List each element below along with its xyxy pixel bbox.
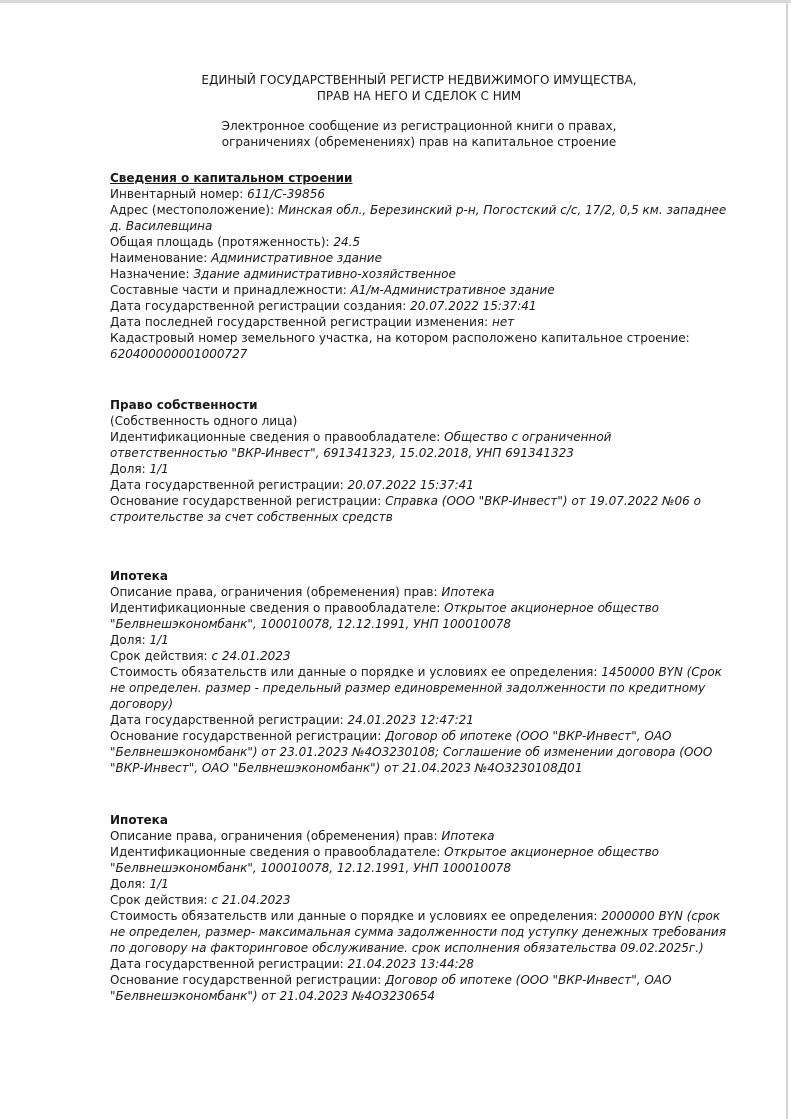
field-value: Договор об ипотеке (ООО "ВКР-Инвест", ОАО "Белвнешэкономбанк") от 21.04.2023 №4О3230654: [110, 973, 672, 1003]
field-label: Основание государственной регистрации:: [110, 973, 382, 987]
field-value: Ипотека: [441, 585, 495, 599]
section-heading: Сведения о капитальном строении: [110, 171, 353, 185]
field-value: Справка (ООО "ВКР-Инвест") от 19.07.2022 №06 о строительстве за счет собственных средств: [110, 494, 701, 524]
field-label: Доля:: [110, 633, 146, 647]
section-heading: Ипотека: [110, 569, 168, 583]
field-name: [110, 250, 728, 266]
field-cadastral-number: [110, 330, 728, 362]
field-label: Наименование:: [110, 251, 208, 265]
field-label: Срок действия:: [110, 649, 208, 663]
page-top-border: [0, 0, 791, 3]
field-label: Дата государственной регистрации создания:: [110, 299, 407, 313]
field-registration-basis: [110, 972, 728, 1004]
field-label: Описание права, ограничения (обременения) прав:: [110, 585, 438, 599]
section-heading: Право собственности: [110, 398, 258, 412]
document-subtitle-line-2: ограничениях (обременениях) прав на капитальное строение: [221, 135, 617, 149]
field-label: Дата государственной регистрации:: [110, 713, 344, 727]
field-label: Стоимость обязательств или данные о порядке и условиях ее определения:: [110, 909, 598, 923]
document-content: [110, 72, 728, 1004]
field-value: 611/С-39856: [247, 187, 325, 201]
field-label: Кадастровый номер земельного участка, на котором расположено капитальное строение:: [110, 331, 690, 345]
field-share: [110, 876, 728, 892]
field-value: Открытое акционерное общество "Белвнешэкономбанк", 100010078, 12.12.1991, УНП 100010078: [110, 601, 660, 631]
field-label: Идентификационные сведения о правообладателе:: [110, 845, 441, 859]
field-value: 620400000001000727: [110, 347, 248, 361]
document-title-line-2: ПРАВ НА НЕГО И СДЕЛОК С НИМ: [316, 89, 522, 103]
field-share: [110, 632, 728, 648]
field-value: Ипотека: [441, 829, 495, 843]
field-label: Дата последней государственной регистрации изменения:: [110, 315, 489, 329]
field-registration-date: [110, 712, 728, 728]
field-value: 20.07.2022 15:37:41: [410, 299, 537, 313]
section-heading: Ипотека: [110, 813, 168, 827]
field-components: [110, 282, 728, 298]
field-share: [110, 461, 728, 477]
field-value: Здание административно-хозяйственное: [193, 267, 456, 281]
field-label: Общая площадь (протяженность):: [110, 235, 330, 249]
field-label: Описание права, ограничения (обременения) прав:: [110, 829, 438, 843]
field-value: 1450000 BYN (Срок не определен. размер - предельный размер единовременной задолженности по кредитному договору): [110, 665, 722, 711]
field-registration-basis: [110, 728, 728, 776]
field-label: Адрес (местоположение):: [110, 203, 275, 217]
field-label: Основание государственной регистрации:: [110, 494, 382, 508]
field-address: [110, 202, 728, 234]
section-mortgage-1: [110, 568, 728, 776]
field-value: 24.01.2023 12:47:21: [347, 713, 474, 727]
field-value: Минская обл., Березинский р-н, Погостский с/с, 17/2, 0,5 км. западнее д. Василевщина: [110, 203, 727, 233]
page-right-border: [786, 3, 788, 1119]
field-label: Инвентарный номер:: [110, 187, 244, 201]
field-label: Доля:: [110, 877, 146, 891]
document-subtitle-line-1: Электронное сообщение из регистрационной книги о правах,: [221, 119, 617, 133]
field-label: Дата государственной регистрации:: [110, 957, 344, 971]
document-title: [110, 72, 728, 104]
field-label: Назначение:: [110, 267, 190, 281]
field-right-description: [110, 828, 728, 844]
field-inventory-number: [110, 186, 728, 202]
field-rightholder-identification: [110, 429, 728, 461]
field-rightholder-identification: [110, 844, 728, 876]
field-value: нет: [492, 315, 515, 329]
field-value: 20.07.2022 15:37:41: [347, 478, 474, 492]
field-total-area: [110, 234, 728, 250]
field-validity-period: [110, 648, 728, 664]
field-value: Открытое акционерное общество "Белвнешэкономбанк", 100010078, 12.12.1991, УНП 100010078: [110, 845, 660, 875]
field-value: 1/1: [149, 633, 169, 647]
field-right-description: [110, 584, 728, 600]
field-validity-period: [110, 892, 728, 908]
field-value: А1/м-Административное здание: [350, 283, 555, 297]
field-label: Дата государственной регистрации:: [110, 478, 344, 492]
field-label: Идентификационные сведения о правообладателе:: [110, 601, 441, 615]
field-value: 2000000 BYN (срок не определен, размер- максимальная сумма задолженности под уступку денежных требования по договору на факторинговое обслуживание. срок исполнения обязательства 09.02.2025г.): [110, 909, 726, 955]
field-value: 1/1: [149, 462, 169, 476]
section-ownership: [110, 397, 728, 525]
field-label: Стоимость обязательств или данные о порядке и условиях ее определения:: [110, 665, 598, 679]
field-label: Идентификационные сведения о правообладателе:: [110, 430, 441, 444]
section-capital-structure: [110, 170, 728, 362]
field-value: Общество с ограниченной ответственностью "ВКР-Инвест", 691341323, 15.02.2018, УНП 691341323: [110, 430, 612, 460]
field-value: 24.5: [333, 235, 361, 249]
field-value: с 21.04.2023: [211, 893, 291, 907]
field-last-change-registration-date: [110, 314, 728, 330]
field-registration-date: [110, 477, 728, 493]
field-obligation-value: [110, 664, 728, 712]
section-mortgage-2: [110, 812, 728, 1004]
field-value: с 24.01.2023: [211, 649, 291, 663]
field-value: 1/1: [149, 877, 169, 891]
field-label: Срок действия:: [110, 893, 208, 907]
field-value: 21.04.2023 13:44:28: [347, 957, 474, 971]
field-label: Основание государственной регистрации:: [110, 729, 382, 743]
field-value: Договор об ипотеке (ООО "ВКР-Инвест", ОАО "Белвнешэкономбанк") от 23.01.2023 №4О3230108; Соглашение об изменении договора (ООО "ВКР-Инвест", ОАО "Белвнешэкономбанк") от 21.04.2023 №4О3230108Д01: [110, 729, 713, 775]
field-purpose: [110, 266, 728, 282]
field-rightholder-identification: [110, 600, 728, 632]
field-registration-basis: [110, 493, 728, 525]
field-label: Доля:: [110, 462, 146, 476]
field-value: Административное здание: [211, 251, 382, 265]
field-label: Составные части и принадлежности:: [110, 283, 347, 297]
document-title-line-1: ЕДИНЫЙ ГОСУДАРСТВЕННЫЙ РЕГИСТР НЕДВИЖИМОГО ИМУЩЕСТВА,: [201, 73, 637, 87]
ownership-type-note: (Собственность одного лица): [110, 414, 298, 428]
document-subtitle: [110, 118, 728, 150]
field-creation-registration-date: [110, 298, 728, 314]
field-obligation-value: [110, 908, 728, 956]
field-registration-date: [110, 956, 728, 972]
